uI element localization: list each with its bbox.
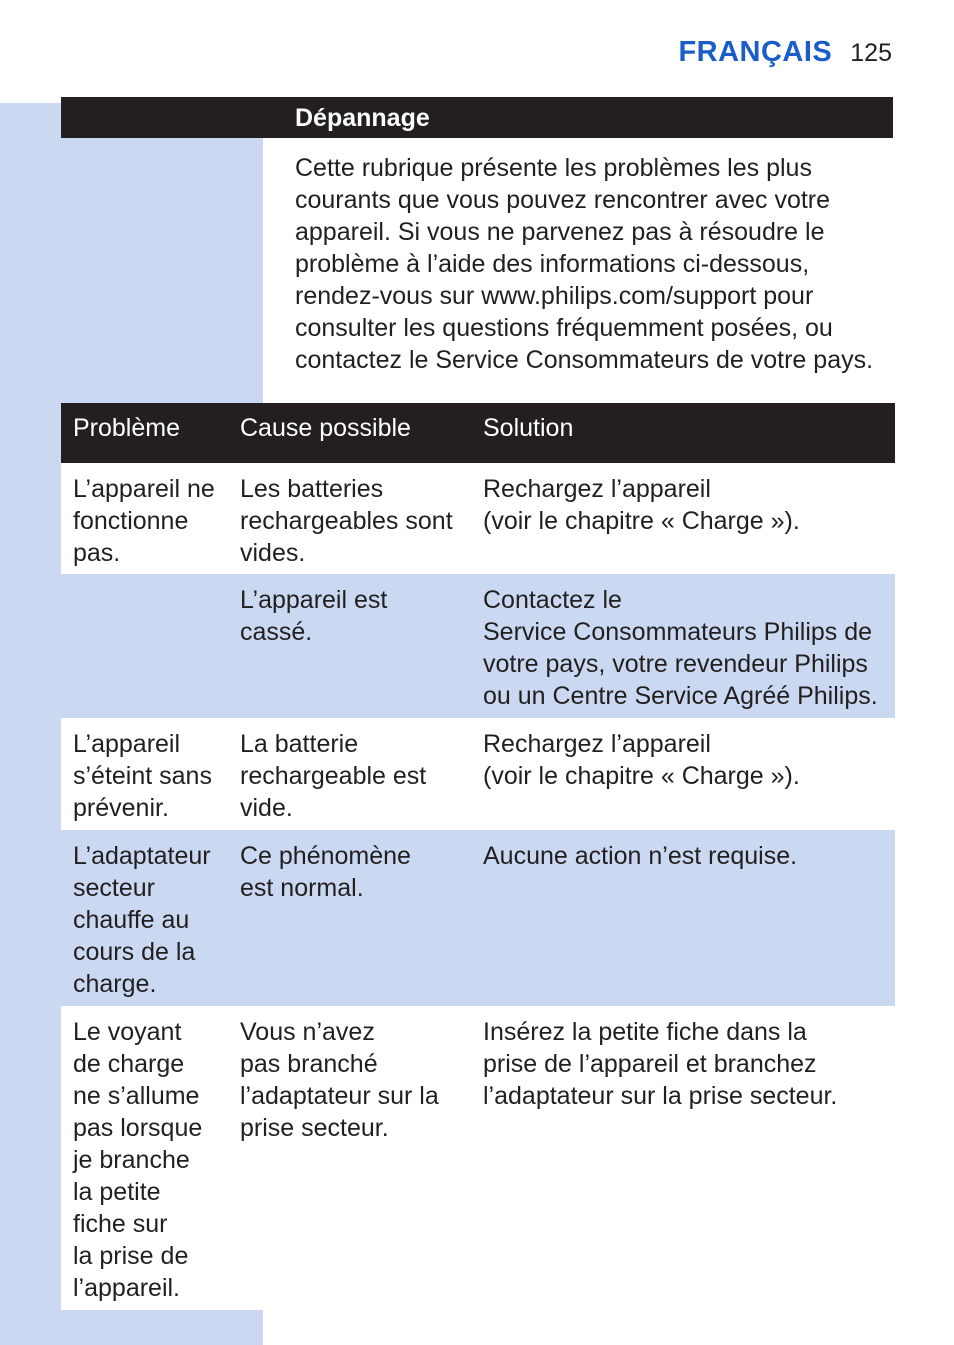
problem-cell: Le voyant de charge ne s’allume pas lorsque je branche la petite fiche sur la prise de l’appareil. xyxy=(73,1018,203,1302)
problem-cell: L’appareil ne fonctionne pas. xyxy=(73,475,215,567)
page-header xyxy=(678,36,892,69)
section-title-bar xyxy=(61,97,893,138)
solution-cell: Contactez le Service Consommateurs Philips de votre pays, votre revendeur Philips ou un Centre Service Agréé Philips. xyxy=(483,586,878,710)
header-problem: Problème xyxy=(73,414,180,442)
header-solution: Solution xyxy=(483,414,574,442)
page-number: 125 xyxy=(850,39,892,67)
solution-cell: Aucune action n’est requise. xyxy=(483,842,798,870)
solution-cell: Rechargez l’appareil (voir le chapitre « Charge »). xyxy=(483,475,800,535)
problem-cell: L’appareil s’éteint sans prévenir. xyxy=(73,730,212,822)
problem-cell: L’adaptateur secteur chauffe au cours de la charge. xyxy=(73,842,211,998)
section-title: Dépannage xyxy=(295,104,430,132)
table-row xyxy=(61,1006,895,1310)
troubleshooting-table xyxy=(61,403,895,1310)
header-cause: Cause possible xyxy=(240,414,411,442)
cause-cell: Vous n’avez pas branché l’adaptateur sur la prise secteur. xyxy=(240,1018,439,1142)
table-header xyxy=(61,403,895,463)
table-row xyxy=(61,830,895,1006)
solution-cell: Rechargez l’appareil (voir le chapitre « Charge »). xyxy=(483,730,800,790)
cause-cell: La batterie rechargeable est vide. xyxy=(240,730,427,822)
table-row xyxy=(61,574,895,718)
table-row xyxy=(61,718,895,830)
cause-cell: L’appareil est cassé. xyxy=(240,586,388,646)
problem-cell xyxy=(61,574,228,722)
table-row xyxy=(61,463,895,574)
solution-cell: Insérez la petite fiche dans la prise de l’appareil et branchez l’adaptateur sur la prise secteur. xyxy=(483,1018,838,1110)
intro-paragraph: Cette rubrique présente les problèmes les plus courants que vous pouvez rencontrer avec votre appareil. Si vous ne parvenez pas à résoudre le problème à l’aide des informations ci-dessous, rendez-vous sur www.philips.com/support pour consulter les questions fréquemment posées, ou contactez le Service Consommateurs de votre pays. xyxy=(295,154,874,374)
cause-cell: Ce phénomène est normal. xyxy=(240,842,411,902)
language-label: FRANÇAIS xyxy=(678,36,833,68)
cause-cell: Les batteries rechargeables sont vides. xyxy=(240,475,453,567)
